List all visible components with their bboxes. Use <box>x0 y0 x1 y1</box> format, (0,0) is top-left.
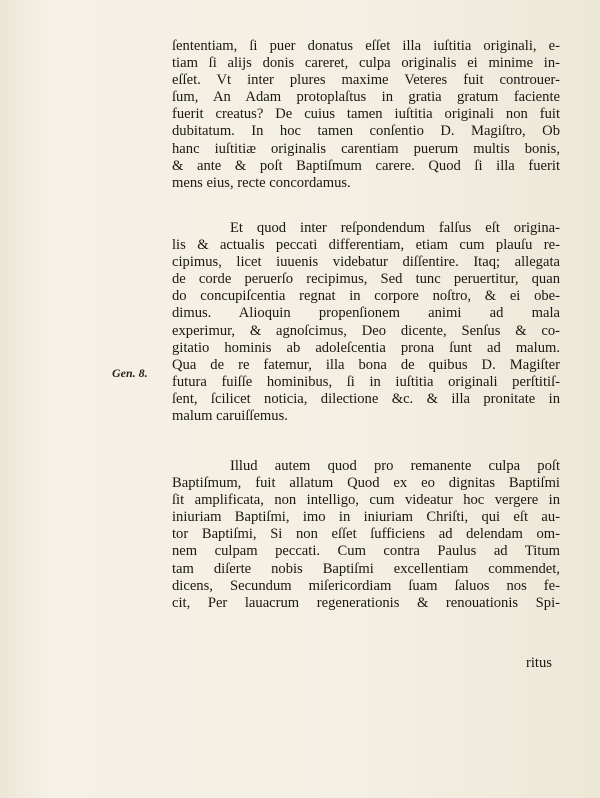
text-line: cipimus, licet iuuenis videbatur diſſentire. Itaq; allegata <box>172 254 560 271</box>
text-line: ſent, ſcilicet noticia, dilectione &c. & illa pronitate in <box>172 390 560 407</box>
text-line: hanc iuſtitiæ originalis carentiam puerum multis bonis, <box>172 140 560 157</box>
catchword: ritus <box>526 655 552 671</box>
text-line: Qua de re fatemur, illa bona de quibus D. Magiſter <box>172 356 560 373</box>
text-line: gitatio hominis ab adoleſcentia prona ſunt ad malum. <box>172 339 560 356</box>
text-line: ſum, An Adam protoplaſtus in gratia gratum faciente <box>172 89 560 106</box>
text-line: cit, Per lauacrum regenerationis & renouationis Spi- <box>172 594 560 611</box>
text-line: eſſet. Vt inter plures maxime Veteres fuit controuer- <box>172 72 560 89</box>
text-line: iniuriam Baptiſmi, imo in iniuriam Chriſti, qui eſt au- <box>172 509 560 526</box>
paragraph-2 <box>172 220 560 425</box>
text-line: tiam ſi alijs donis careret, culpa originalis ei minime in- <box>172 55 560 72</box>
text-line: Et quod inter reſpondendum falſus eſt origina- <box>230 220 560 236</box>
marginal-note: Gen. 8. <box>112 366 148 380</box>
text-line: futura fuiſſe hominibus, ſi in iuſtitia originali perſtitiſ- <box>172 373 560 390</box>
text-line: fuerit creatus? De cuius tamen iuſtitia originali non fuit <box>172 106 560 123</box>
text-line: ſit amplificata, non intelligo, cum videatur hoc vergere in <box>172 492 560 509</box>
text-line: lis & actualis peccati differentiam, etiam cum plauſu re- <box>172 237 560 254</box>
paragraph-3 <box>172 458 560 612</box>
text-line: tam diſerte nobis Baptiſmi excellentiam commendet, <box>172 560 560 577</box>
text-line: Illud autem quod pro remanente culpa poſt <box>230 458 560 474</box>
text-line: do concupiſcentia regnat in corpore noſtro, & ei obe- <box>172 288 560 305</box>
text-line: ſententiam, ſi puer donatus eſſet illa iuſtitia originali, e- <box>172 38 560 54</box>
text-line: dicens, Secundum miſericordiam ſuam ſaluos nos fe- <box>172 577 560 594</box>
paragraph-1 <box>172 38 560 192</box>
text-line: dimus. Alioquin propenſionem animi ad mala <box>172 305 560 322</box>
text-line: dubitatum. In hoc tamen conſentio D. Magiſtro, Ob <box>172 123 560 140</box>
text-line: nem culpam peccati. Cum contra Paulus ad Titum <box>172 543 560 560</box>
text-line: experimur, & agnoſcimus, Deo dicente, Senſus & co- <box>172 322 560 339</box>
text-line: mens eius, recte concordamus. <box>172 174 351 191</box>
text-line: malum caruiſſemus. <box>172 408 288 425</box>
text-line: & ante & poſt Baptiſmum carere. Quod ſi illa fuerit <box>172 157 560 174</box>
text-line: tor Baptiſmi, Si non eſſet ſufficiens ad delendam om- <box>172 526 560 543</box>
text-line: de corde peruerſo recipimus, Sed tunc peruertitur, quan <box>172 271 560 288</box>
text-line: Baptiſmum, fuit allatum Quod ex eo dignitas Baptiſmi <box>172 475 560 492</box>
